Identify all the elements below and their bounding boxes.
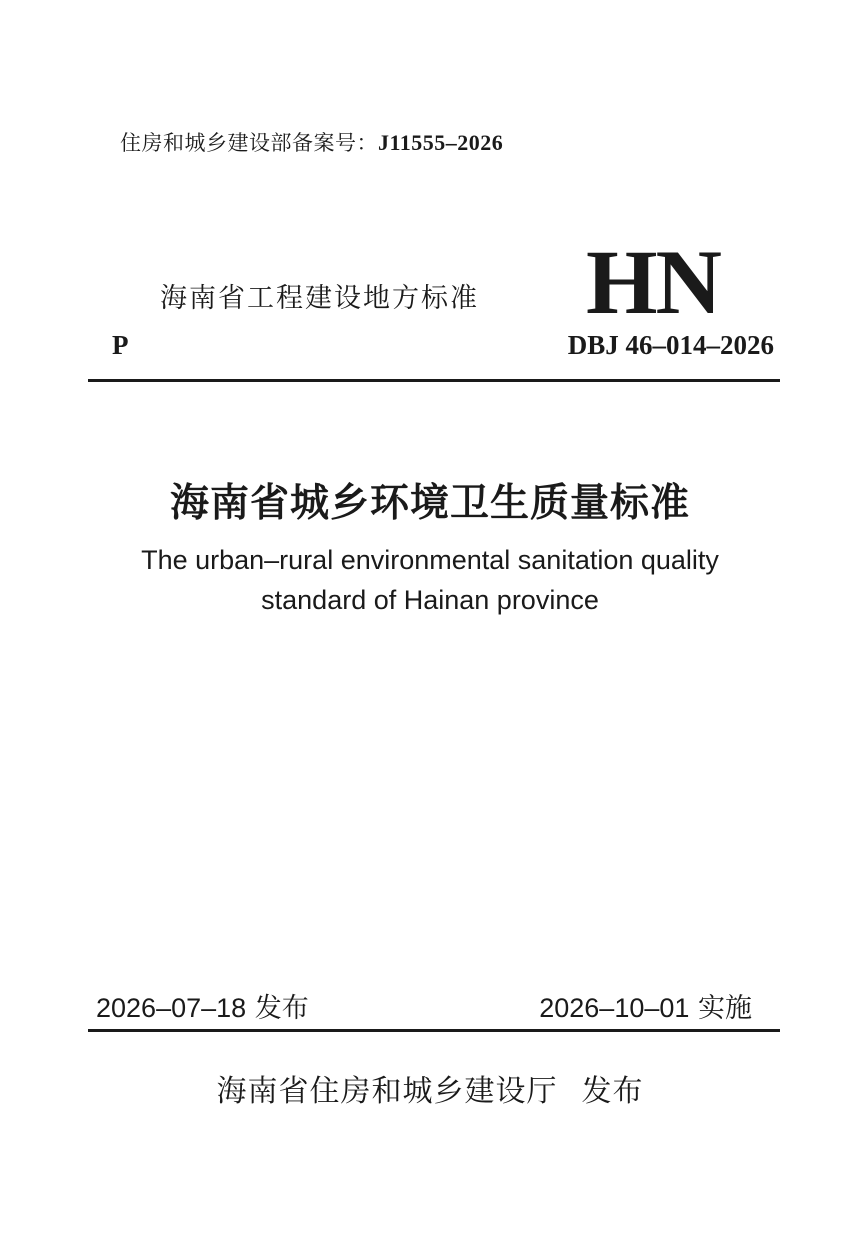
issue-date [96, 986, 309, 1025]
publisher-action: 发布 [581, 1074, 644, 1109]
publisher-name: 海南省住房和城乡建设厅 [216, 1074, 558, 1109]
document-title-english [0, 540, 860, 620]
issue-date-value: 2026–07–18 [96, 993, 247, 1023]
filing-number [120, 127, 503, 157]
document-title-chinese: 海南省城乡环境卫生质量标准 [169, 481, 690, 526]
implementation-date-value: 2026–10–01 [539, 993, 690, 1023]
top-divider [88, 379, 780, 382]
implementation-label: 实施 [698, 993, 752, 1024]
filing-code: J11555–2026 [378, 130, 504, 155]
implementation-date [539, 986, 752, 1025]
bottom-divider [88, 1029, 780, 1032]
english-title-line-1: The urban–rural environmental sanitation quality [141, 545, 719, 575]
publisher [0, 1066, 860, 1110]
standard-type: 海南省工程建设地方标准 [160, 283, 479, 314]
english-title-line-2: standard of Hainan province [261, 585, 599, 615]
category-code: P [112, 330, 129, 360]
hn-logo: HN [586, 231, 720, 333]
standard-number: DBJ 46–014–2026 [567, 330, 774, 360]
filing-prefix: 住房和城乡建设部备案号： [120, 131, 378, 155]
issue-label: 发布 [254, 993, 309, 1024]
